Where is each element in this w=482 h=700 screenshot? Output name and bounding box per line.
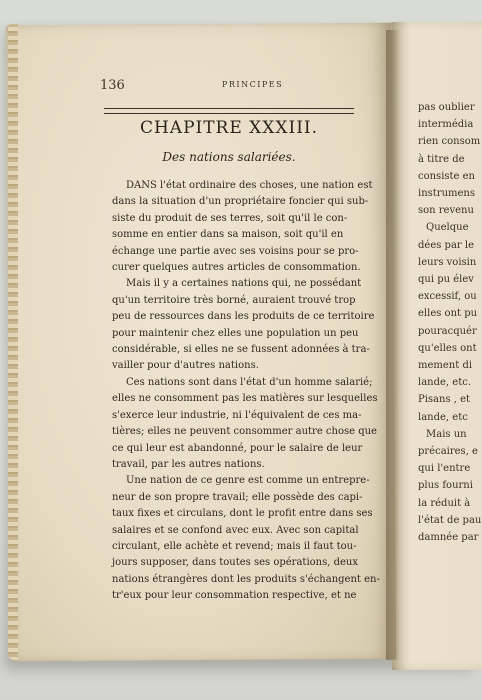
chapter-subtitle: Des nations salariées. <box>162 150 296 164</box>
text-line: salaires et se confond avec eux. Avec son capital <box>112 524 359 536</box>
text-line: la réduit à <box>418 497 471 509</box>
chapter-title: CHAPITRE XXXIII. <box>139 118 319 138</box>
text-line: pouracquér <box>418 325 477 337</box>
text-line: jours supposer, dans toutes ses opérations, deux <box>112 557 358 569</box>
text-line: l'état de pau <box>418 514 482 526</box>
text-line: circulant, elle achète et revend; mais il faut tou- <box>112 540 357 552</box>
text-line: Quelque <box>426 222 469 234</box>
text-line: tières; elles ne peuvent consommer autre chose que <box>112 426 377 438</box>
text-line: Mais un <box>426 428 467 440</box>
running-head: PRINCIPES <box>222 80 284 89</box>
text-line: curer quelques autres articles de consommation. <box>112 262 361 274</box>
text-line: Une nation de ce genre est comme un entrepre- <box>126 475 370 487</box>
text-line: précaires, e <box>418 446 478 458</box>
text-line: qu'un territoire très borné, auraient trouvé trop <box>112 294 356 306</box>
text-line: leurs voisin <box>418 256 477 268</box>
text-line: ce qui leur est abandonné, pour le salaire de leur <box>112 442 363 454</box>
text-line: lande, etc <box>418 411 468 423</box>
text-line: siste du produit de ses terres, soit qu'il le con- <box>112 212 348 224</box>
book-gutter <box>386 30 400 660</box>
text-line: DANS l'état ordinaire des choses, une nation est <box>126 180 373 191</box>
page-number: 136 <box>100 78 125 93</box>
text-line: s'exerce leur industrie, ni l'équivalent de ces ma- <box>112 409 362 421</box>
text-line: somme en entier dans sa maison, soit qu'il en <box>112 229 344 241</box>
text-line: qu'elles ont <box>418 342 477 354</box>
right-page-body <box>418 99 482 546</box>
text-line: elles ne consomment pas les matières sur lesquelles <box>112 393 378 405</box>
deckled-page-edge <box>8 24 18 660</box>
text-line: à titre de <box>418 153 465 165</box>
text-line: instrumens <box>418 188 475 200</box>
text-line: vailler pour d'autres nations. <box>112 360 259 372</box>
text-line: dans la situation d'un propriétaire foncier qui sub- <box>112 196 369 208</box>
text-line: pour maintenir chez elles une population un peu <box>112 327 359 339</box>
text-line: tr'eux pour leur consommation respective, et ne <box>112 590 357 602</box>
text-line: Ces nations sont dans l'état d'un homme salarié; <box>126 376 373 388</box>
text-line: son revenu <box>418 205 474 217</box>
text-line: Pisans , et <box>418 394 471 406</box>
text-line: Mais il y a certaines nations qui, ne possédant <box>126 278 362 290</box>
text-line: échange une partie avec ses voisins pour se pro- <box>112 245 359 257</box>
text-line: mement di <box>418 360 473 372</box>
text-line: pas oublier <box>418 102 475 113</box>
text-line: nations étrangères dont les produits s'échangent en- <box>112 573 380 585</box>
page-header <box>100 78 358 96</box>
text-line: peu de ressources dans les produits de ce territoire <box>112 311 375 323</box>
text-line: plus fourni <box>418 480 473 492</box>
text-line: lande, etc. <box>418 377 471 389</box>
text-line: intermédia <box>418 119 474 131</box>
text-line: travail, par les autres nations. <box>112 458 265 470</box>
text-line: rien consom <box>418 136 481 148</box>
text-line: excessif, ou <box>418 291 477 303</box>
left-page-body <box>112 178 380 605</box>
text-line: consiste en <box>418 170 475 182</box>
text-line: considérable, si elles ne se fussent adonnées à tra- <box>112 344 370 356</box>
text-line: qui pu élev <box>418 274 474 286</box>
double-rule <box>104 108 354 114</box>
text-line: damnée par <box>418 532 479 544</box>
text-line: dées par le <box>418 239 474 251</box>
text-line: neur de son propre travail; elle possède des capi- <box>112 491 363 503</box>
text-line: taux fixes et circulans, dont le profit entre dans ses <box>112 508 373 520</box>
text-line: elles ont pu <box>418 308 478 320</box>
text-line: qui l'entre <box>418 463 471 475</box>
